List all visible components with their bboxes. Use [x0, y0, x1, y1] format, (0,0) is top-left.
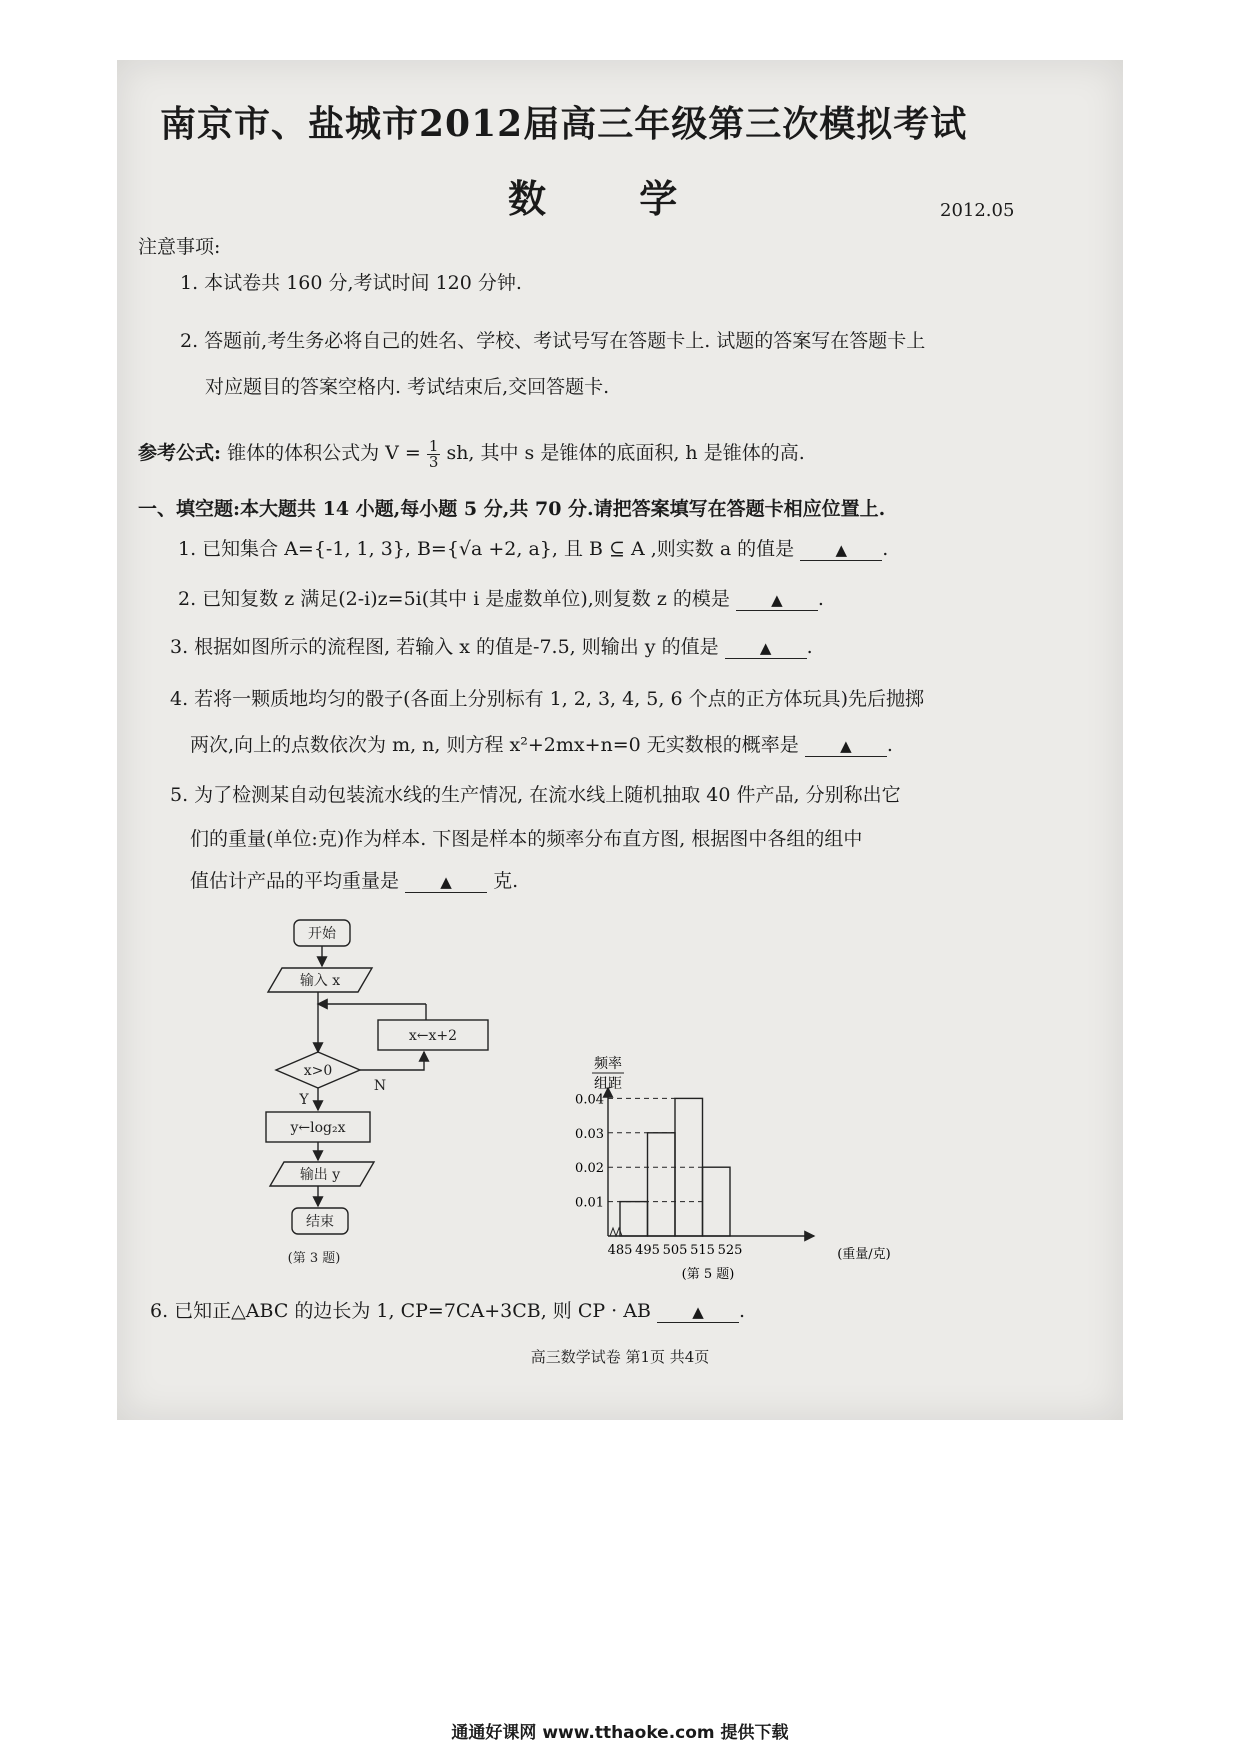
flow-end-text: 结束 — [306, 1214, 334, 1230]
question-4-text: 两次,向上的点数依次为 m, n, 则方程 x²+2mx+n=0 无实数根的概率是 — [190, 734, 799, 756]
histogram-bar — [703, 1167, 731, 1236]
fraction-numerator: 1 — [428, 436, 439, 455]
question-6-end: . — [739, 1300, 746, 1322]
answer-blank-2: ▲ — [736, 590, 818, 611]
histogram-caption: (第 5 题) — [681, 1267, 735, 1282]
page-footer: 高三数学试卷 第1页 共4页 — [530, 1348, 710, 1366]
site-footer: 通通好课网 www.tthaoke.com 提供下载 — [451, 1723, 789, 1743]
notice-item-2a: 2. 答题前,考生务必将自己的姓名、学校、考试号写在答题卡上. 试题的答案写在答题卡上 — [180, 330, 926, 352]
notice-heading: 注意事项: — [138, 236, 221, 258]
formula-label: 参考公式: — [138, 442, 222, 464]
fraction-denominator: 3 — [428, 452, 439, 471]
question-5b: 们的重量(单位:克)作为样本. 下图是样本的频率分布直方图, 根据图中各组的组中 — [190, 828, 863, 850]
y-tick-label: 0.04 — [575, 1092, 604, 1108]
answer-blank-5: ▲ — [405, 872, 487, 893]
x-tick-label: 485 — [607, 1243, 633, 1258]
question-2-text: 2. 已知复数 z 满足(2-i)z=5i(其中 i 是虚数单位),则复数 z 的模是 — [178, 588, 730, 610]
notice-item-1: 1. 本试卷共 160 分,考试时间 120 分钟. — [180, 272, 522, 294]
histogram-xlabel: (重量/克) — [837, 1247, 891, 1262]
question-6-text: 6. 已知正△ABC 的边长为 1, CP=7CA+3CB, 则 CP · AB — [150, 1300, 651, 1322]
question-4-end: . — [886, 734, 893, 756]
x-tick-label: 495 — [635, 1243, 660, 1258]
y-tick-label: 0.03 — [575, 1126, 604, 1142]
question-1-end: . — [882, 538, 889, 560]
question-3-end: . — [806, 636, 813, 658]
histogram-figure — [552, 1054, 902, 1286]
answer-blank-1: ▲ — [800, 540, 882, 561]
question-5c — [190, 866, 518, 893]
histogram-bar — [648, 1133, 676, 1236]
question-2-end: . — [817, 588, 824, 610]
reference-formula — [138, 438, 805, 470]
answer-blank-4: ▲ — [805, 736, 887, 757]
x-tick-label: 515 — [690, 1243, 715, 1258]
exam-date: 2012.05 — [940, 200, 1015, 221]
x-tick-label: 525 — [717, 1243, 743, 1258]
flow-output-text: 输出 y — [299, 1167, 341, 1183]
flow-input-text: 输入 x — [299, 973, 341, 989]
question-2 — [178, 584, 824, 611]
y-tick-label: 0.01 — [575, 1195, 604, 1211]
flow-update-text: x←x+2 — [408, 1028, 458, 1044]
question-4a: 4. 若将一颗质地均匀的骰子(各面上分别标有 1, 2, 3, 4, 5, 6 个点的正方体玩具)先后抛掷 — [170, 688, 924, 710]
formula-fraction — [427, 436, 441, 471]
question-5a: 5. 为了检测某自动包装流水线的生产情况, 在流水线上随机抽取 40 件产品, 分别称出它 — [170, 784, 901, 806]
exam-title: 南京市、盐城市2012届高三年级第三次模拟考试 — [160, 103, 968, 145]
flow-start-text: 开始 — [308, 926, 336, 942]
question-5-text: 值估计产品的平均重量是 — [190, 870, 400, 892]
flow-assign-text: y←log₂x — [290, 1120, 346, 1136]
x-tick-label: 505 — [662, 1243, 688, 1258]
answer-blank-3: ▲ — [725, 638, 807, 659]
question-1-text: 1. 已知集合 A={-1, 1, 3}, B={√a +2, a}, 且 B ⊆ A ,则实数 a 的值是 — [178, 538, 795, 560]
histogram-bar — [620, 1202, 648, 1236]
formula-post: sh, 其中 s 是锥体的底面积, h 是锥体的高. — [446, 442, 805, 464]
flow-yes-label: Y — [299, 1092, 309, 1108]
flowchart-figure — [248, 916, 528, 1286]
question-4b — [190, 730, 893, 757]
question-1 — [178, 534, 888, 561]
notice-item-2b: 对应题目的答案空格内. 考试结束后,交回答题卡. — [205, 376, 610, 398]
answer-blank-6: ▲ — [657, 1302, 739, 1323]
histogram-ylabel-top: 频率 — [594, 1056, 622, 1072]
question-3-text: 3. 根据如图所示的流程图, 若输入 x 的值是-7.5, 则输出 y 的值是 — [170, 636, 719, 658]
formula-pre: 锥体的体积公式为 V = — [227, 442, 421, 464]
section-1-heading: 一、填空题:本大题共 14 小题,每小题 5 分,共 70 分.请把答案填写在答题卡相应位置上. — [138, 498, 886, 520]
flow-condition-text: x>0 — [303, 1063, 333, 1079]
question-3 — [170, 632, 813, 659]
flowchart-caption: (第 3 题) — [287, 1251, 341, 1266]
y-tick-label: 0.02 — [575, 1161, 604, 1177]
flow-no-label: N — [373, 1078, 387, 1094]
histogram-ylabel-bottom: 组距 — [594, 1076, 622, 1092]
subject-title: 数 学 — [508, 176, 718, 221]
question-6 — [150, 1296, 745, 1323]
question-5-unit: 克. — [493, 870, 519, 892]
